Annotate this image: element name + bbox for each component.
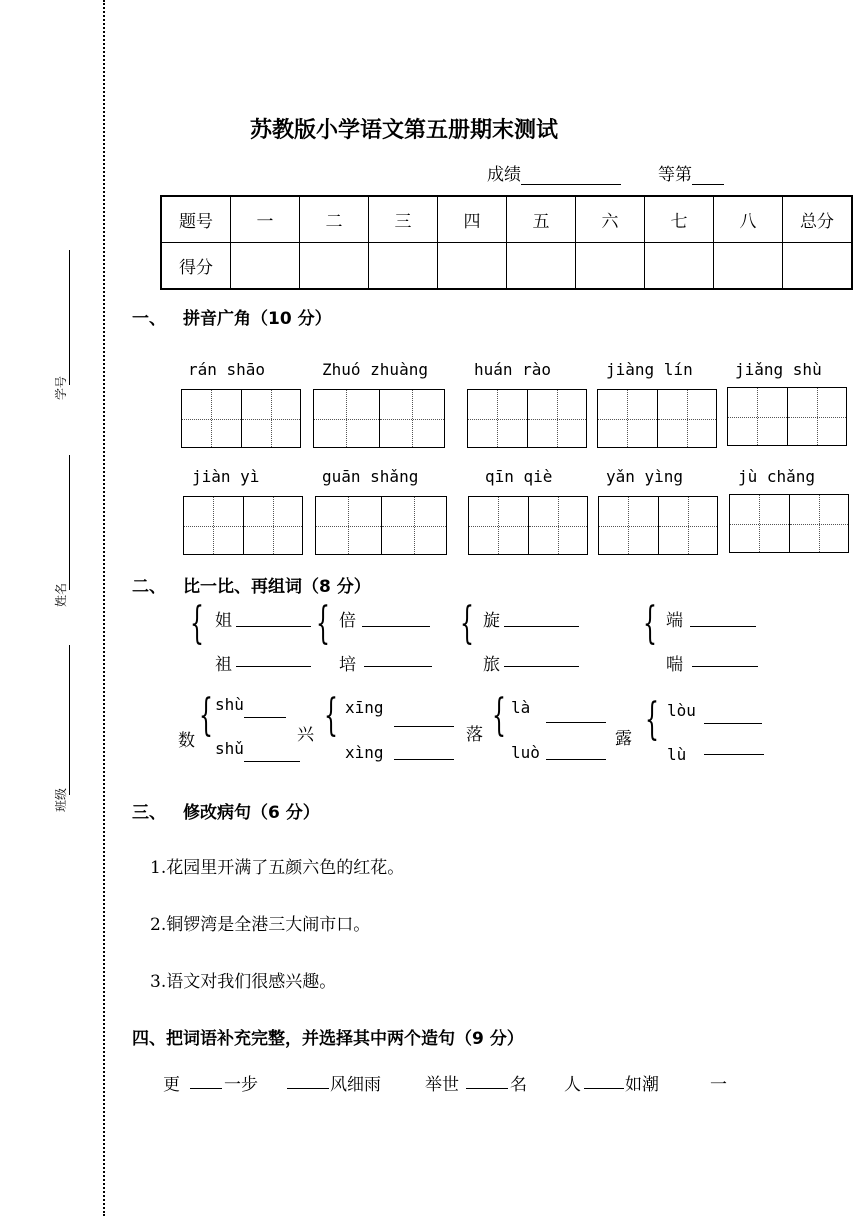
section2-heading: 比一比、再组词（8 分） [183, 577, 371, 597]
writing-grid[interactable] [467, 389, 587, 448]
section1-number: 一、 [132, 309, 166, 329]
writing-grid[interactable] [181, 389, 301, 448]
name-label: 姓名 [54, 582, 68, 607]
answer-blank[interactable] [584, 1088, 624, 1089]
answer-blank[interactable] [692, 666, 758, 667]
grade-label: 等第 [658, 165, 692, 185]
writing-grid[interactable] [183, 496, 303, 555]
answer-blank[interactable] [704, 723, 762, 724]
writing-grid[interactable] [315, 496, 447, 555]
score-input-cell[interactable] [438, 243, 507, 290]
poly-reading: shù [215, 695, 244, 714]
section1-heading: 拼音广角（10 分） [183, 309, 332, 329]
answer-blank[interactable] [190, 1088, 222, 1089]
score-input-cell[interactable] [507, 243, 576, 290]
writing-grid[interactable] [597, 389, 717, 448]
writing-grid[interactable] [468, 496, 588, 555]
compare-char: 培 [339, 655, 356, 675]
brace-icon: { [492, 690, 506, 741]
table-cell: 题号 [161, 196, 231, 243]
grade-blank[interactable] [692, 184, 724, 185]
score-input-cell[interactable] [300, 243, 369, 290]
table-cell: 得分 [161, 243, 231, 290]
compare-char: 喘 [666, 655, 683, 675]
answer-blank[interactable] [394, 726, 454, 727]
score-input-cell[interactable] [369, 243, 438, 290]
score-input-cell[interactable] [645, 243, 714, 290]
brace-icon: { [645, 694, 659, 745]
faulty-sentence: 2.铜锣湾是全港三大闹市口。 [150, 915, 371, 935]
writing-grid[interactable] [727, 387, 847, 446]
answer-blank[interactable] [244, 717, 286, 718]
answer-blank[interactable] [504, 666, 579, 667]
binding-dotted-line [103, 0, 105, 1216]
brace-icon: { [460, 598, 474, 649]
pinyin-prompt: yǎn yìng [606, 467, 684, 486]
pinyin-prompt: jù chǎng [738, 467, 816, 486]
score-input-cell[interactable] [576, 243, 645, 290]
score-input-cell[interactable] [714, 243, 783, 290]
poly-reading: xīng [345, 698, 384, 717]
compare-char: 姐 [215, 611, 232, 631]
idiom-text: 名 [510, 1075, 527, 1095]
score-label: 成绩 [487, 165, 521, 185]
pinyin-prompt: guān shǎng [322, 467, 419, 486]
poly-char: 露 [615, 729, 632, 749]
poly-char: 落 [466, 725, 483, 745]
name-line[interactable] [69, 455, 70, 590]
score-input-cell[interactable] [783, 243, 853, 290]
table-cell: 七 [645, 196, 714, 243]
answer-blank[interactable] [690, 626, 756, 627]
table-cell: 三 [369, 196, 438, 243]
faulty-sentence: 3.语文对我们很感兴趣。 [150, 972, 337, 992]
table-cell: 二 [300, 196, 369, 243]
answer-blank[interactable] [364, 666, 432, 667]
brace-icon: { [643, 598, 657, 649]
grade-field [658, 160, 724, 185]
idiom-text: 人 [564, 1075, 581, 1095]
writing-grid[interactable] [598, 496, 718, 555]
poly-char: 兴 [297, 725, 314, 745]
score-blank[interactable] [521, 184, 621, 185]
answer-blank[interactable] [704, 754, 764, 755]
poly-reading: shǔ [215, 739, 244, 758]
poly-reading: xìng [345, 743, 384, 762]
answer-blank[interactable] [466, 1088, 508, 1089]
idiom-text: 如潮 [625, 1075, 659, 1095]
table-cell: 五 [507, 196, 576, 243]
table-cell: 六 [576, 196, 645, 243]
brace-icon: { [324, 690, 338, 741]
faulty-sentence: 1.花园里开满了五颜六色的红花。 [150, 858, 405, 878]
answer-blank[interactable] [394, 759, 454, 760]
pinyin-prompt: jiàng lín [606, 360, 693, 379]
poly-reading: lòu [667, 701, 696, 720]
answer-blank[interactable] [546, 759, 606, 760]
class-line[interactable] [69, 645, 70, 795]
answer-blank[interactable] [362, 626, 430, 627]
table-cell: 八 [714, 196, 783, 243]
idiom-text: 举世 [425, 1075, 459, 1095]
answer-blank[interactable] [244, 761, 300, 762]
section4-heading: 四、把词语补充完整，并选择其中两个造句（9 分） [132, 1029, 524, 1049]
page-title: 苏教版小学语文第五册期末测试 [250, 118, 559, 143]
section2-number: 二、 [132, 577, 166, 597]
idiom-text: 一步 [224, 1075, 258, 1095]
poly-reading: lù [667, 745, 687, 764]
score-table-header-row [161, 196, 852, 243]
pinyin-prompt: huán rào [474, 360, 552, 379]
pinyin-prompt: qīn qiè [485, 467, 553, 486]
idiom-text: 风细雨 [330, 1075, 381, 1095]
compare-char: 祖 [215, 655, 232, 675]
section3-number: 三、 [132, 803, 166, 823]
pinyin-prompt: jiàn yì [192, 467, 260, 486]
poly-char: 数 [178, 731, 195, 751]
idiom-text: 一 [710, 1075, 727, 1095]
poly-reading: là [511, 698, 531, 717]
class-label: 班级 [54, 787, 68, 812]
answer-blank[interactable] [236, 666, 311, 667]
compare-char: 端 [666, 611, 683, 631]
compare-char: 旅 [483, 655, 500, 675]
pinyin-prompt: jiǎng shù [735, 360, 822, 379]
pinyin-prompt: rán shāo [188, 360, 266, 379]
answer-blank[interactable] [546, 722, 606, 723]
table-cell: 总分 [783, 196, 853, 243]
writing-grid[interactable] [729, 494, 849, 553]
score-table-score-row [161, 243, 852, 290]
score-input-cell[interactable] [231, 243, 300, 290]
score-table [160, 195, 853, 290]
writing-grid[interactable] [313, 389, 445, 448]
section3-heading: 修改病句（6 分） [183, 803, 320, 823]
table-cell: 一 [231, 196, 300, 243]
brace-icon: { [199, 690, 213, 741]
answer-blank[interactable] [287, 1088, 329, 1089]
brace-icon: { [190, 598, 204, 649]
student-no-line[interactable] [69, 250, 70, 385]
poly-reading: luò [511, 743, 540, 762]
answer-blank[interactable] [236, 626, 311, 627]
pinyin-prompt: Zhuó zhuàng [322, 360, 428, 379]
compare-char: 旋 [483, 611, 500, 631]
compare-char: 倍 [339, 611, 356, 631]
answer-blank[interactable] [504, 626, 579, 627]
student-no-label: 学号 [54, 375, 68, 400]
score-field [487, 160, 621, 185]
idiom-text: 更 [163, 1075, 180, 1095]
brace-icon: { [316, 598, 330, 649]
table-cell: 四 [438, 196, 507, 243]
